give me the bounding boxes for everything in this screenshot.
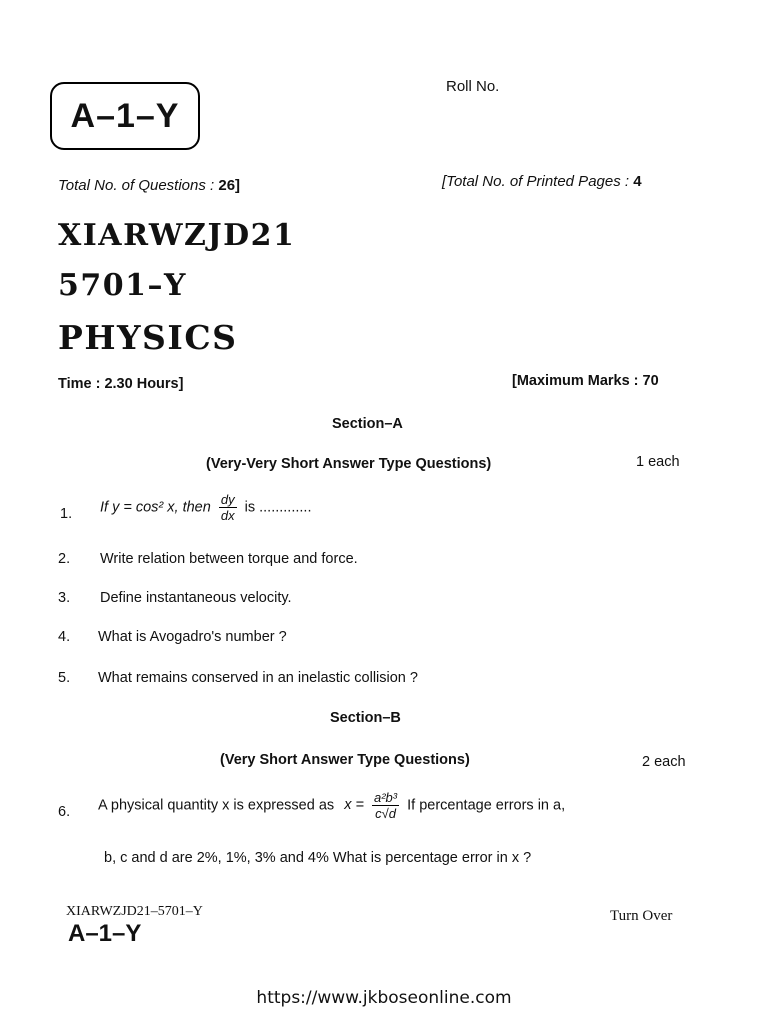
printed-pages [442,173,642,190]
time-info: Time : 2.30 Hours] [58,376,184,392]
total-questions-label: Total No. of Questions : [58,177,219,194]
section-b-subtitle: (Very Short Answer Type Questions) [220,752,470,768]
section-b-title: Section–B [330,710,401,726]
derivative-fraction [219,492,237,523]
question-number: 2. [58,551,71,567]
footer-set-badge: A–1–Y [68,920,142,947]
total-questions-value: 26] [218,177,241,194]
section-a-title: Section–A [332,416,403,432]
question-5: What remains conserved in an inelastic collision ? [98,670,418,686]
question-number: 3. [58,590,71,606]
section-b-marks: 2 each [642,754,686,770]
exam-code-title: XIARWZJD21 [58,218,296,253]
question-4: What is Avogadro's number ? [98,629,287,645]
question-number: 1. [60,506,73,522]
footer-paper-code: XIARWZJD21–5701–Y [66,904,203,919]
fraction-numerator: a²b³ [373,790,398,805]
max-marks-info: [Maximum Marks : 70 [512,373,659,389]
question-6 [98,790,698,821]
question-1-pre: If y = cos² x, then [100,499,211,516]
paper-set-badge: A–1–Y [50,82,200,150]
question-6-line-2: b, c and d are 2%, 1%, 3% and 4% What is percentage error in x ? [104,850,532,866]
question-number: 6. [58,804,71,820]
printed-pages-value: 4 [633,173,642,190]
question-number: 4. [58,629,71,645]
question-6-post: If percentage errors in a, [407,797,566,814]
section-a-marks: 1 each [636,454,680,470]
question-2: Write relation between torque and force. [100,551,358,567]
fraction-denominator: c√d [375,806,396,821]
question-6-pre: A physical quantity x is expressed as [98,797,335,814]
question-3: Define instantaneous velocity. [100,590,292,606]
fraction-denominator: dx [220,508,235,523]
fraction-numerator: dy [220,492,235,507]
section-a-subtitle: (Very-Very Short Answer Type Questions) [206,456,492,472]
paper-code-title: 5701–Y [58,268,187,303]
question-number: 5. [58,670,71,686]
question-1-post: is ............. [244,499,312,516]
subject-title: PHYSICS [58,318,238,357]
turn-over-label: Turn Over [610,908,673,924]
error-fraction [372,790,399,821]
source-url[interactable]: https://www.jkboseonline.com [256,988,512,1008]
total-questions [58,177,240,194]
question-1 [100,492,311,523]
printed-pages-label: [Total No. of Printed Pages : [442,173,634,190]
question-6-lhs: x = [344,797,364,814]
roll-no-label: Roll No. [446,78,500,95]
